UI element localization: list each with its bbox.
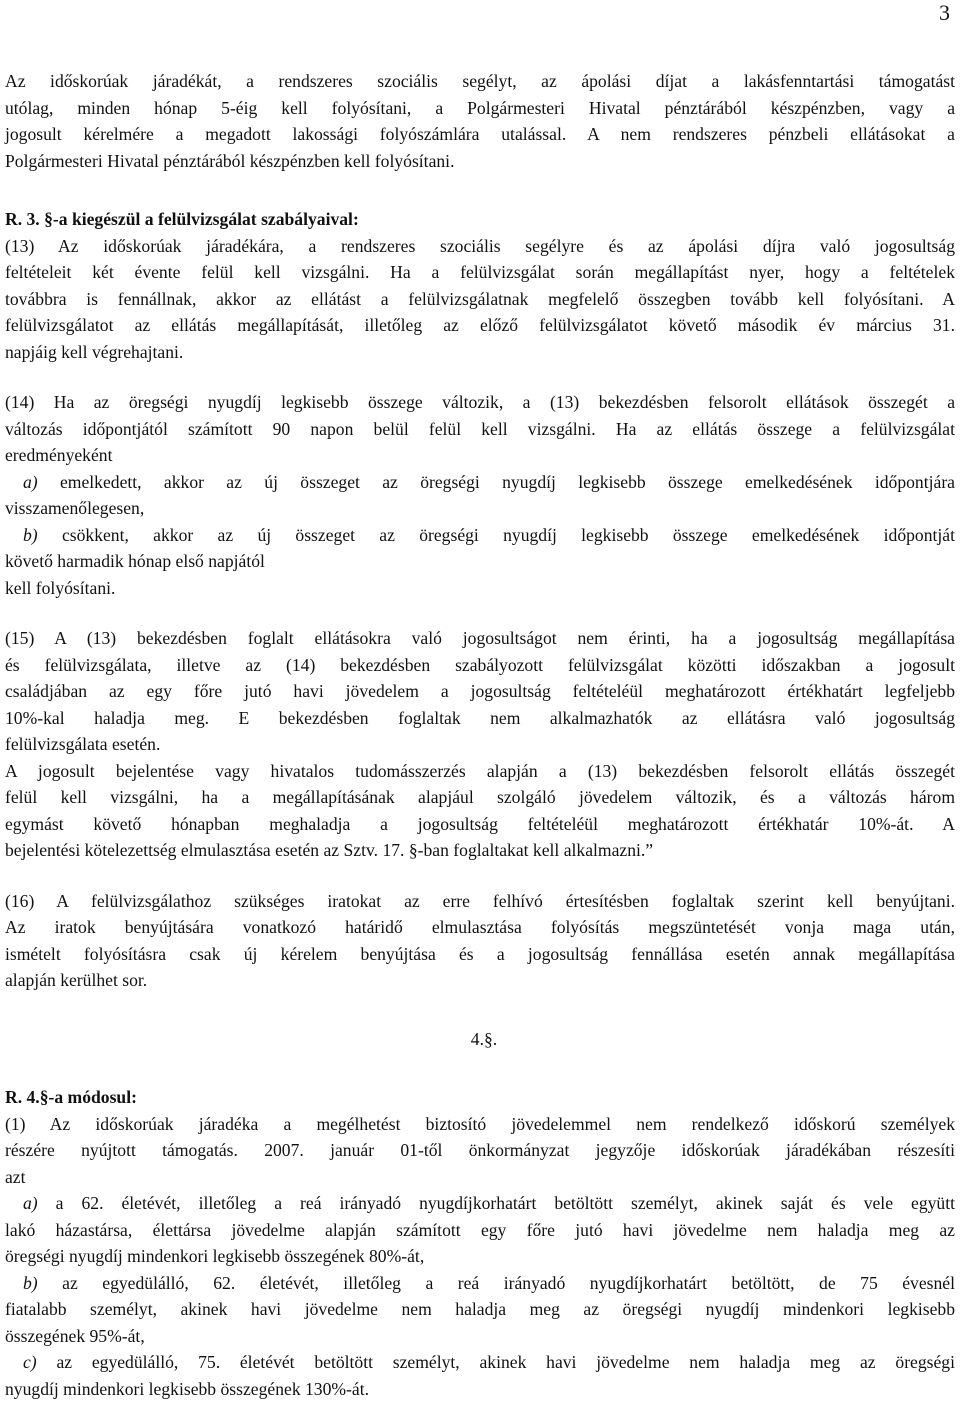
text-line: (15) A (13) bekezdésben foglalt ellátásokra való jogosultságot nem érinti, ha a jogosultság megállapítása	[5, 625, 955, 652]
text-line: Az iratok benyújtására vonatkozó határidő elmulasztása folyósítás megszüntetését vonja maga után,	[5, 914, 955, 941]
text-line: azt	[5, 1164, 955, 1191]
text-line: továbbra is fennállnak, akkor az ellátást a felülvizsgálatnak megfelelő összegben tovább kell folyósítani. A	[5, 286, 955, 313]
text-line: követő harmadik hónap első napjától	[5, 548, 955, 575]
text-line: kell folyósítani.	[5, 575, 955, 602]
text-line: feltételeit két évente felül kell vizsgálni. Ha a felülvizsgálat során megállapítást nyer, hogy a feltételek	[5, 259, 955, 286]
text-span: emelkedett, akkor az új összeget az öregségi nyugdíj legkisebb összege emelkedésének időpontjára	[38, 472, 955, 492]
text-line: ismételt folyósításra csak új kérelem benyújtása és a jogosultság fennállása esetén annak megállapítása	[5, 941, 955, 968]
paragraph-13	[5, 233, 955, 366]
list-marker: b)	[23, 1273, 38, 1293]
list-item-a	[5, 1190, 955, 1217]
list-item-c	[5, 1349, 955, 1376]
text-line: részére nyújtott támogatás. 2007. január 01-től önkormányzat jegyzője időskorúak járadékában részesíti	[5, 1137, 955, 1164]
list-marker: b)	[23, 525, 38, 545]
list-marker: a)	[23, 472, 38, 492]
text-line: utólag, minden hónap 5-éig kell folyósítani, a Polgármesteri Hivatal pénztárából készpénzben, vagy a	[5, 95, 955, 122]
text-line: Polgármesteri Hivatal pénztárából készpénzben kell folyósítani.	[5, 148, 955, 175]
text-line: jogosult kérelmére a megadott lakossági folyószámlára utalással. A nem rendszeres pénzbeli ellátásokat a	[5, 121, 955, 148]
text-line: alapján kerülhet sor.	[5, 967, 955, 994]
text-line: és felülvizsgálata, illetve az (14) bekezdésben szabályozott felülvizsgálat közötti időszakban a jogosult	[5, 652, 955, 679]
text-line: A jogosult bejelentése vagy hivatalos tudomásszerzés alapján a (13) bekezdésben felsorolt ellátás összegét	[5, 758, 955, 785]
intro-paragraph	[5, 68, 955, 174]
text-line: 10%-kal haladja meg. E bekezdésben foglaltak nem alkalmazhatók az ellátásra való jogosultság	[5, 705, 955, 732]
list-item-a	[5, 469, 955, 496]
text-line: (13) Az időskorúak járadékára, a rendszeres szociális segélyre és az ápolási díjra való jogosultság	[5, 233, 955, 260]
paragraph-16	[5, 888, 955, 994]
text-line: eredményeként	[5, 442, 955, 469]
paragraph-4-1	[5, 1111, 955, 1402]
page-number: 3	[0, 1, 950, 25]
paragraph-15	[5, 625, 955, 864]
list-marker: a)	[23, 1193, 38, 1213]
document-page	[5, 68, 955, 1402]
text-line: változás időpontjától számított 90 napon belül felül kell vizsgálni. Ha az ellátás összege a felülvizsgálat	[5, 416, 955, 443]
text-line: lakó házastársa, élettársa jövedelme alapján számított egy főre jutó havi jövedelme nem haladja meg az	[5, 1217, 955, 1244]
text-span: az egyedülálló, 62. életévét, illetőleg a reá irányadó nyugdíjkorhatárt betöltött, de 75 évesnél	[38, 1273, 955, 1293]
text-line: bejelentési kötelezettség elmulasztása esetén az Sztv. 17. §-ban foglaltakat kell alkalmazni.”	[5, 837, 955, 864]
text-line: nyugdíj mindenkori legkisebb összegének 130%-át.	[5, 1376, 955, 1402]
section-4-heading: R. 4.§-a módosul:	[5, 1084, 955, 1111]
text-span: csökkent, akkor az új összeget az öregségi nyugdíj legkisebb összege emelkedésének időpontját	[38, 525, 955, 545]
text-line: összegének 95%-át,	[5, 1323, 955, 1350]
text-line: napjáig kell végrehajtani.	[5, 339, 955, 366]
paragraph-14	[5, 389, 955, 601]
text-line: (14) Ha az öregségi nyugdíj legkisebb összege változik, a (13) bekezdésben felsorolt ellátások összegét a	[5, 389, 955, 416]
list-item-b	[5, 1270, 955, 1297]
section-3-heading: R. 3. §-a kiegészül a felülvizsgálat szabályaival:	[5, 206, 955, 233]
list-marker: c)	[23, 1352, 37, 1372]
text-span: az egyedülálló, 75. életévét betöltött személyt, akinek havi jövedelme nem haladja meg az öregségi	[37, 1352, 955, 1372]
text-line: (16) A felülvizsgálathoz szükséges iratokat az erre felhívó értesítésben foglaltak szerint kell benyújtani.	[5, 888, 955, 915]
text-line: öregségi nyugdíj mindenkori legkisebb összegének 80%-át,	[5, 1243, 955, 1270]
text-line: visszamenőlegesen,	[5, 495, 955, 522]
text-line: egymást követő hónapban meghaladja a jogosultság feltételéül meghatározott értékhatár 10%-át. A	[5, 811, 955, 838]
text-span: a 62. életévét, illetőleg a reá irányadó nyugdíjkorhatárt betöltött személyt, akinek saját és vele együtt	[38, 1193, 955, 1213]
text-line: felül kell vizsgálni, ha a megállapításának alapjául szolgáló jövedelem változik, és a változás három	[5, 784, 955, 811]
text-line: családjában az egy főre jutó havi jövedelem a jogosultság feltételéül meghatározott értékhatárt legfeljebb	[5, 678, 955, 705]
text-line: fiatalabb személyt, akinek havi jövedelme nem haladja meg az öregségi nyugdíj mindenkori legkisebb	[5, 1296, 955, 1323]
text-line: (1) Az időskorúak járadéka a megélhetést biztosító jövedelemmel nem rendelkező időskorú személyek	[5, 1111, 955, 1138]
text-line: felülvizsgálatot az ellátás megállapítását, illetőleg az előző felülvizsgálatot követő második év március 31.	[5, 312, 955, 339]
section-4-number: 4.§.	[5, 1026, 955, 1053]
text-line: Az időskorúak járadékát, a rendszeres szociális segélyt, az ápolási díjat a lakásfenntartási támogatást	[5, 68, 955, 95]
text-line: felülvizsgálata esetén.	[5, 731, 955, 758]
list-item-b	[5, 522, 955, 549]
